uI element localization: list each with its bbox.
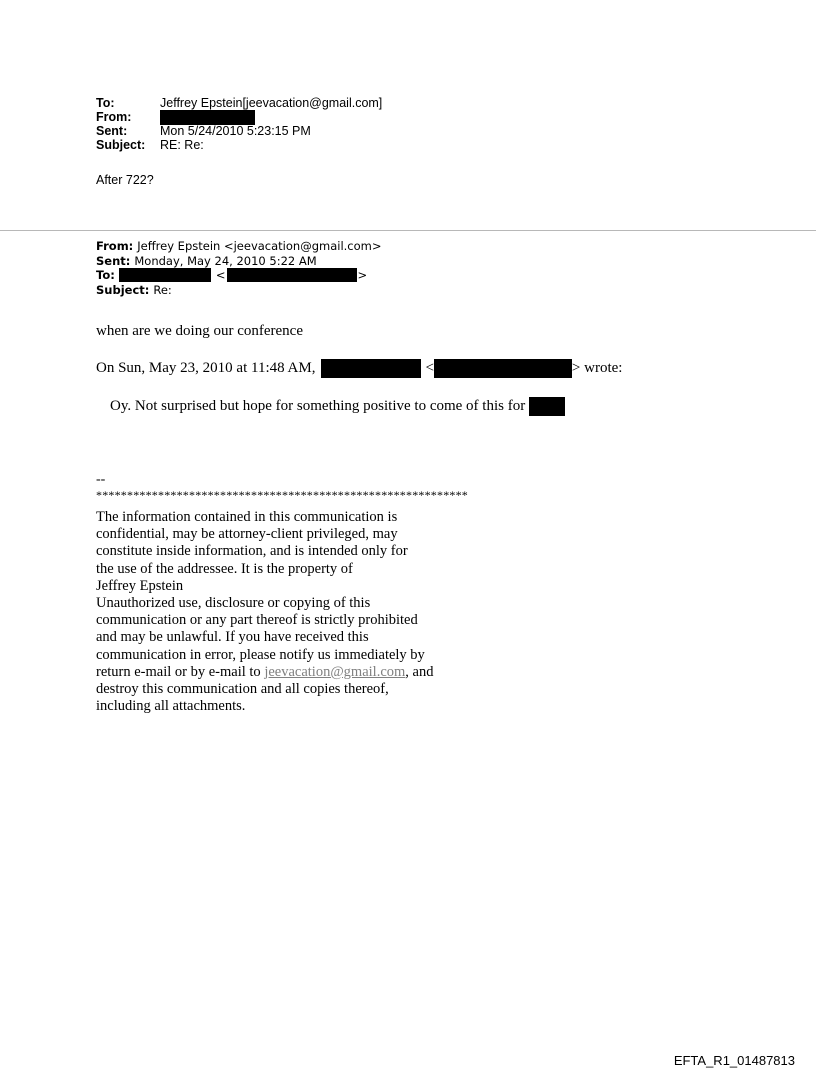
on-wrote-line xyxy=(96,359,622,378)
from-row xyxy=(96,110,382,124)
quoted-sent-value: Monday, May 24, 2010 5:22 AM xyxy=(134,253,317,268)
to-row xyxy=(96,96,382,110)
redaction-bar xyxy=(321,359,421,378)
disclaimer-line: The information contained in this communication is xyxy=(96,509,398,525)
redaction-bar xyxy=(227,268,357,282)
gt-bracket: > xyxy=(357,268,368,282)
quoted-header xyxy=(96,239,382,297)
oy-text: Oy. Not surprised but hope for something positive to come of this for xyxy=(110,398,526,414)
confidentiality-disclaimer xyxy=(96,509,433,715)
on-wrote-prefix: On Sun, May 23, 2010 at 11:48 AM, xyxy=(96,360,316,376)
divider xyxy=(0,230,816,231)
lt-bracket: < xyxy=(215,268,226,282)
quoted-from-label: From: xyxy=(96,239,134,253)
quoted-from-row xyxy=(96,239,382,254)
document-id: EFTA_R1_01487813 xyxy=(673,1053,795,1068)
disclaimer-line: communication or any part thereof is strictly prohibited xyxy=(96,612,418,629)
sent-row xyxy=(96,124,382,138)
lt-bracket: < xyxy=(425,360,434,376)
email-link[interactable]: jeevacation@gmail.com xyxy=(264,663,406,680)
quoted-to-row xyxy=(96,268,382,283)
redaction-bar xyxy=(119,268,211,282)
subject-value: RE: Re: xyxy=(160,138,204,152)
disclaimer-line: Unauthorized use, disclosure or copying of this xyxy=(96,594,371,611)
quoted-to-label: To: xyxy=(96,268,115,282)
quoted-body: when are we doing our conference xyxy=(96,323,303,339)
sent-label: Sent: xyxy=(96,124,128,138)
disclaimer-line: the use of the addressee. It is the property of xyxy=(96,560,353,577)
quoted-from-value: Jeffrey Epstein <jeevacation@gmail.com> xyxy=(137,239,382,253)
on-wrote-suffix: > wrote: xyxy=(571,360,623,376)
email-header xyxy=(96,96,382,152)
quoted-sent-row xyxy=(96,254,382,269)
quoted-sent-label: Sent: xyxy=(96,253,131,268)
disclaimer-line: and may be unlawful. If you have received this xyxy=(96,629,369,646)
quoted-message xyxy=(110,397,565,416)
subject-label: Subject: xyxy=(96,138,146,152)
disclaimer-line: destroy this communication and all copies thereof, xyxy=(96,680,389,697)
reply-body: After 722? xyxy=(96,173,154,187)
from-label: From: xyxy=(96,110,132,124)
signature-dashes: -- xyxy=(96,472,106,487)
subject-row xyxy=(96,138,382,152)
quoted-subject-label: Subject: xyxy=(96,282,150,297)
return-suffix: , and xyxy=(405,663,434,680)
to-label: To: xyxy=(96,96,115,110)
redaction-bar xyxy=(160,110,255,125)
to-value: Jeffrey Epstein[jeevacation@gmail.com] xyxy=(160,96,383,110)
sent-value: Mon 5/24/2010 5:23:15 PM xyxy=(160,124,311,138)
disclaimer-line: constitute inside information, and is intended only for xyxy=(96,543,408,560)
quoted-subject-value: Re: xyxy=(153,282,172,297)
disclaimer-line: Jeffrey Epstein xyxy=(96,577,184,594)
redaction-bar xyxy=(529,397,565,416)
redaction-bar xyxy=(434,359,572,378)
disclaimer-line: communication in error, please notify us immediately by xyxy=(96,646,425,663)
return-prefix: return e-mail or by e-mail to xyxy=(96,663,265,680)
disclaimer-line: confidential, may be attorney-client privileged, may xyxy=(96,526,398,543)
signature-stars: ************************************************************ xyxy=(96,488,468,502)
disclaimer-line: including all attachments. xyxy=(96,698,246,715)
quoted-subject-row xyxy=(96,283,382,298)
disclaimer-return-line xyxy=(96,664,433,681)
